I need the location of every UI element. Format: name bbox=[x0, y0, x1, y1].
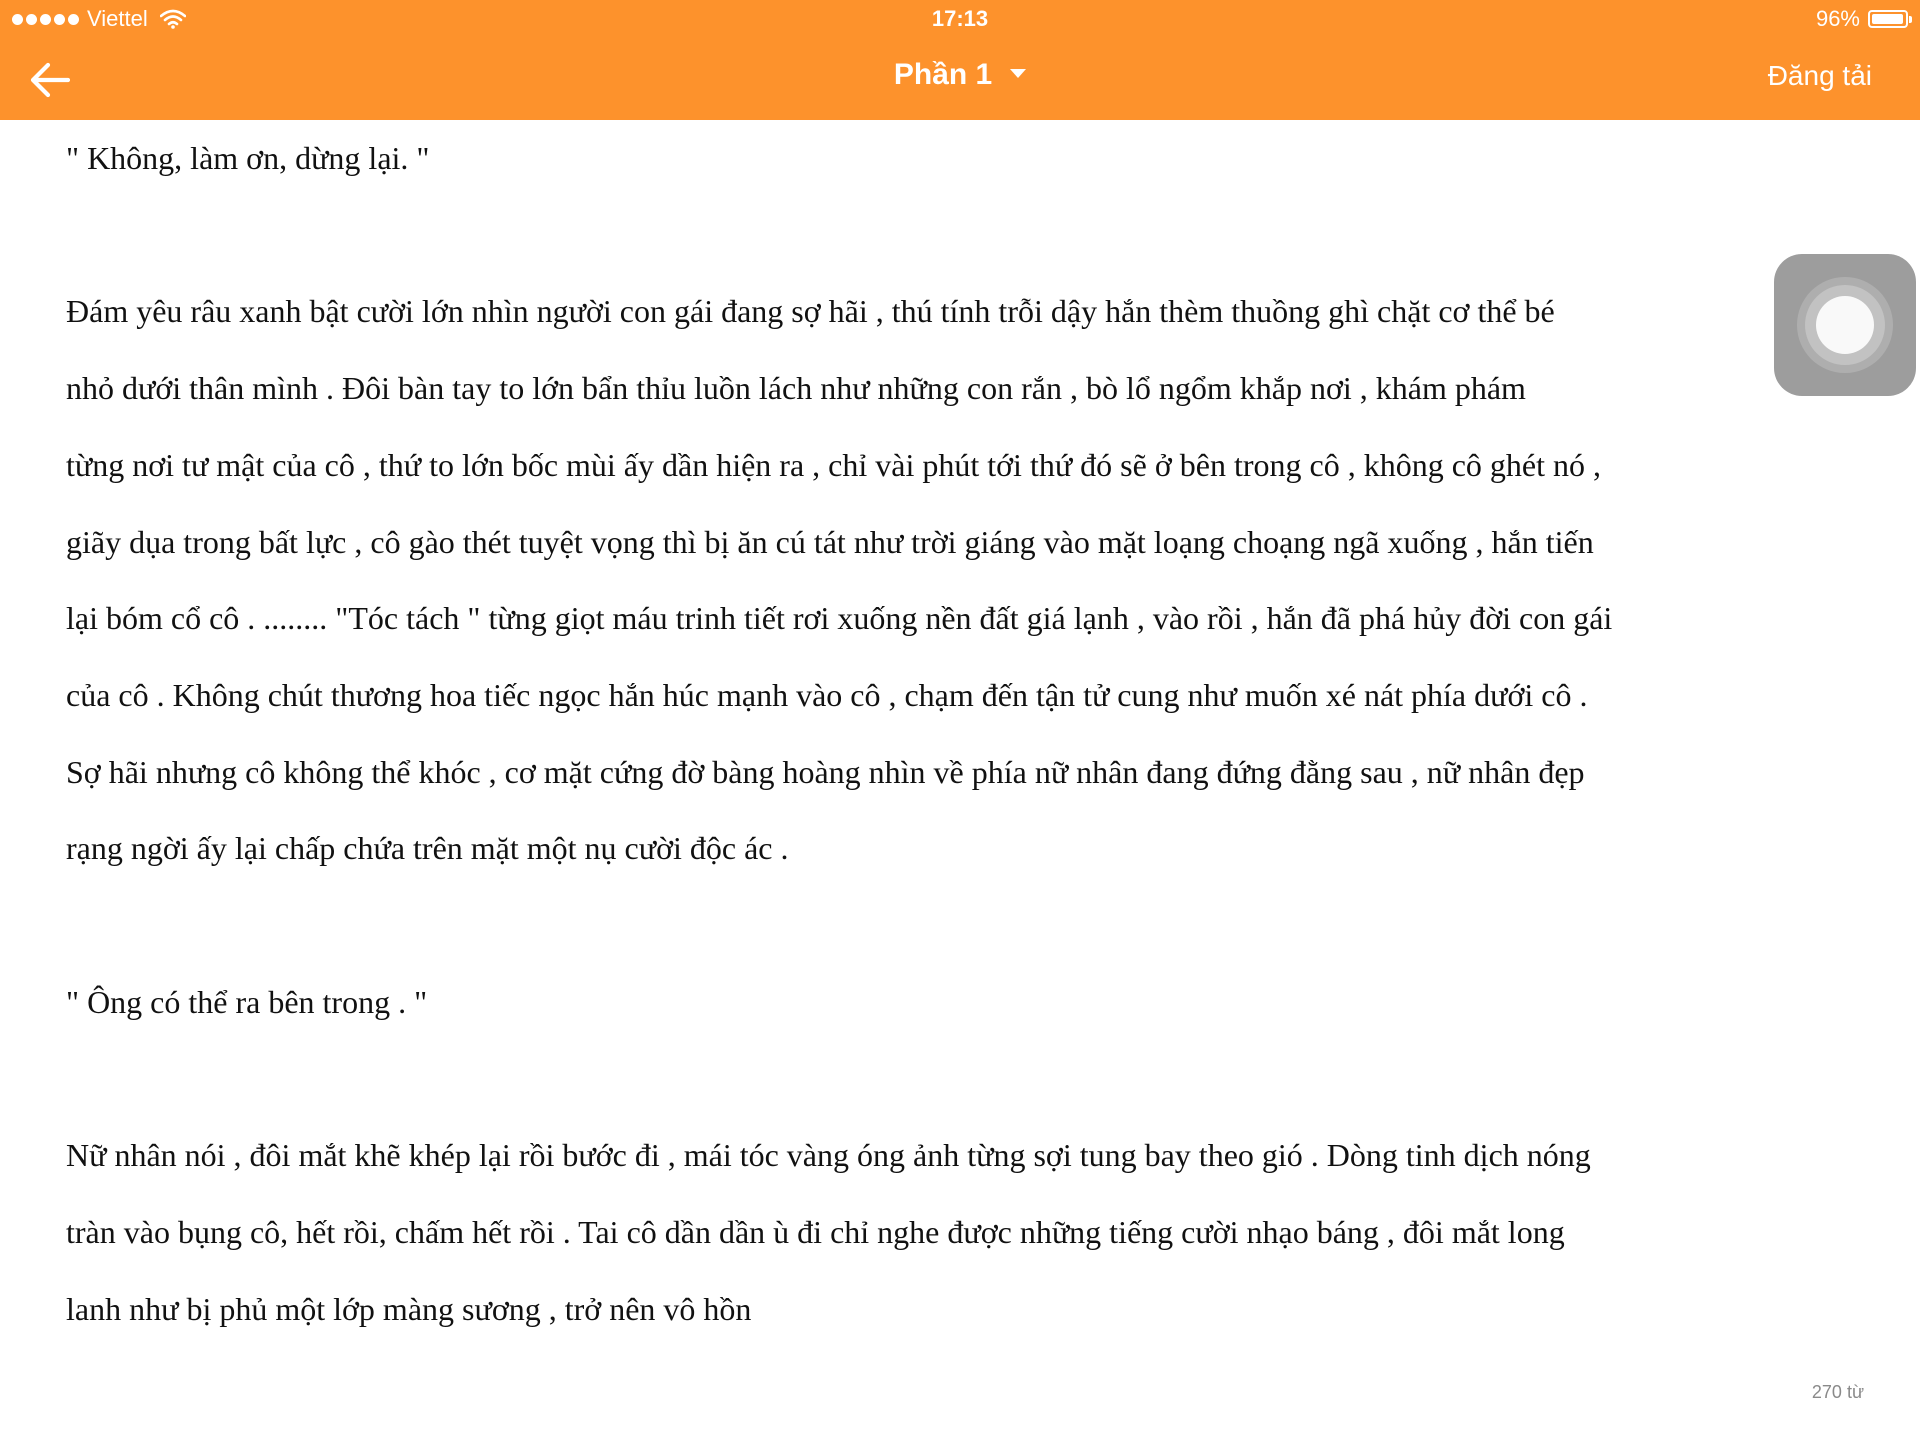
text-line: của cô . Không chút thương hoa tiếc ngọc hắn húc mạnh vào cô , chạm đến tận tử cung như muốn xé nát phía dưới cô . bbox=[66, 676, 1588, 713]
word-count: 270 từ bbox=[1811, 1382, 1864, 1402]
status-time: 17:13 bbox=[931, 6, 989, 31]
carrier-name: Viettel bbox=[87, 6, 148, 31]
text-line: " Ông có thể ra bên trong . " bbox=[66, 983, 428, 1020]
text-line: Đám yêu râu xanh bật cười lớn nhìn người con gái đang sợ hãi , thú tính trỗi dậy hắn thèm thuồng ghì chặt cơ thể bé bbox=[66, 293, 1555, 330]
part-title: Phần 1 bbox=[893, 58, 993, 91]
publish-button[interactable]: Đăng tải bbox=[1767, 60, 1872, 91]
text-line: lại bóm cổ cô . ........ "Tóc tách " từng giọt máu trinh tiết rơi xuống nền đất giá lạnh , vào rồi , hắn đã phá hủy đời con gái bbox=[66, 600, 1613, 637]
top-bar bbox=[0, 0, 1920, 120]
text-line: giãy dụa trong bất lực , cô gào thét tuyệt vọng thì bị ăn cú tát như trời giáng vào mặt loạng choạng ngã xuống , hắn tiến bbox=[66, 523, 1594, 560]
text-line: lanh như bị phủ một lớp màng sương , trở nên vô hồn bbox=[66, 1290, 752, 1327]
battery-icon bbox=[1868, 10, 1908, 28]
text-line: " Không, làm ơn, dừng lại. " bbox=[66, 140, 430, 176]
part-selector[interactable] bbox=[0, 58, 1920, 92]
blank-line bbox=[66, 1040, 1866, 1117]
blank-line bbox=[66, 197, 1866, 274]
nav-bar bbox=[0, 40, 1920, 120]
text-line: rạng ngời ấy lại chấp chứa trên mặt một nụ cười độc ác . bbox=[66, 830, 789, 867]
assistive-touch-core bbox=[1816, 296, 1874, 354]
blank-line bbox=[66, 887, 1866, 964]
story-text-editor[interactable] bbox=[66, 120, 1866, 1347]
text-line: Sợ hãi nhưng cô không thể khóc , cơ mặt cứng đờ bàng hoàng nhìn về phía nữ nhân đang đứng đằng sau , nữ nhân đẹp bbox=[66, 753, 1585, 790]
status-right bbox=[1816, 6, 1908, 32]
text-line: từng nơi tư mật của cô , thứ to lớn bốc mùi ấy dần hiện ra , chỉ vài phút tới thứ đó sẽ ở bên trong cô , không cô ghét nó , bbox=[66, 446, 1601, 483]
battery-percent: 96% bbox=[1815, 6, 1860, 31]
assistive-touch-button[interactable] bbox=[1774, 254, 1916, 396]
text-line: Nữ nhân nói , đôi mắt khẽ khép lại rồi bước đi , mái tóc vàng óng ảnh từng sợi tung bay theo gió . Dòng tinh dịch nóng bbox=[66, 1137, 1591, 1174]
battery-fill bbox=[1872, 14, 1903, 24]
status-bar bbox=[0, 0, 1920, 40]
chevron-down-icon bbox=[1010, 69, 1026, 78]
text-line: tràn vào bụng cô, hết rồi, chấm hết rồi . Tai cô dần dần ù đi chỉ nghe được những tiếng cười nhạo báng , đôi mắt long bbox=[66, 1213, 1565, 1250]
text-line: nhỏ dưới thân mình . Đôi bàn tay to lớn bẩn thỉu luồn lách như những con rắn , bò lổ ngổm khắp nơi , khám phám bbox=[66, 370, 1526, 407]
